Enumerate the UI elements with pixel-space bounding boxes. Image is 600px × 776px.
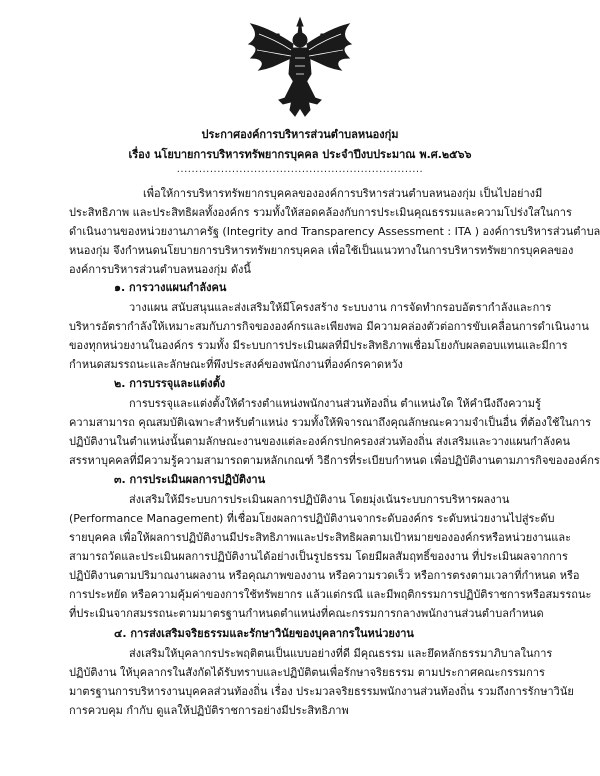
section-line: วางแผน สนับสนุนและส่งเสริมให้มีโครงสร้าง ระบบงาน การจัดทำกรอบอัตรากำลังและการ: [129, 301, 552, 314]
intro-line: ดำเนินงานของหน่วยงานภาครัฐ (Integrity and Transparency Assessment : ITA ) องค์การบริหารส่วนตำบล: [69, 225, 600, 238]
section-2-body: [69, 394, 600, 470]
section-4-title: ๔. การส่งเสริมจริยธรรมและรักษาวินัยของบุคลากรในหน่วยงาน: [114, 627, 414, 640]
section-line: ส่งเสริมให้มีระบบการประเมินผลการปฏิบัติงาน โดยมุ่งเน้นระบบการบริหารผลงาน: [129, 493, 510, 506]
section-line: ปฏิบัติงานในตำแหน่งนั้นตามลักษณะงานของแต่ละองค์กรปกครองส่วนท้องถิ่น ส่งเสริมและวางแผนกำลังคน: [69, 435, 570, 448]
section-line: สรรหาบุคคลที่มีความรู้ความสามารถตามหลักเกณฑ์ วิธีการที่ระเบียบกำหนด เพื่อปฏิบัติงานตามภารกิจขององค์กร: [69, 454, 600, 467]
announcement-title: ประกาศองค์การบริหารส่วนตำบลหนองกุ่ม: [201, 128, 399, 141]
section-3-body: [69, 490, 592, 623]
intro-line: เพื่อให้การบริหารทรัพยากรบุคคลขององค์การบริหารส่วนตำบลหนองกุ่ม เป็นไปอย่างมี: [143, 187, 543, 200]
section-line: (Performance Management) ที่เชื่อมโยงผลการปฏิบัติงานจากระดับองค์กร ระดับหน่วยงานไปสู่ระดับ: [69, 512, 555, 525]
section-line: ของทุกหน่วยงานในองค์กร รวมทั้ง มีระบบการประเมินผลที่มีประสิทธิภาพเชื่อมโยงกับผลตอบแทนและมีการ: [69, 339, 568, 352]
intro-paragraph: [69, 184, 600, 279]
garuda-emblem: [245, 14, 355, 120]
intro-line: หนองกุ่ม จึงกำหนดนโยบายการบริหารทรัพยากรบุคคล เพื่อใช้เป็นแนวทางในการบริหารทรัพยากรบุคคลของ: [69, 244, 574, 257]
separator-dots: ...................................................................: [176, 164, 424, 175]
section-1-body: [69, 298, 589, 374]
section-line: ส่งเสริมให้บุคลากรประพฤติตนเป็นแบบอย่างที่ดี มีคุณธรรม และยึดหลักธรรมาภิบาลในการ: [129, 647, 553, 660]
section-line: การควบคุม กำกับ ดูแลให้ปฏิบัติราชการอย่างมีประสิทธิภาพ: [69, 704, 349, 717]
section-line: ความสามารถ คุณสมบัติเฉพาะสำหรับตำแหน่ง รวมทั้งให้พิจารณาถึงคุณลักษณะความจำเป็นอื่น ที่ต้องใช้ในการ: [69, 416, 592, 429]
section-4-body: [69, 644, 574, 720]
section-line: การประหยัด หรือความคุ้มค่าของการใช้ทรัพยากร แล้วแต่กรณี และมีพฤติกรรมการปฏิบัติราชการหรือสมรรถนะ: [69, 588, 592, 601]
section-line: ปฏิบัติงานตามปริมาณงานผลงาน หรือคุณภาพของงาน หรือความรวดเร็ว หรือการตรงตามเวลาที่กำหนด หรือ: [69, 569, 580, 582]
section-line: รายบุคคล เพื่อให้ผลการปฏิบัติงานมีประสิทธิภาพและประสิทธิผลตามเป้าหมายขององค์กรหรือหน่วยงานและ: [69, 531, 571, 544]
section-3-title: ๓. การประเมินผลการปฏิบัติงาน: [114, 473, 266, 486]
section-line: กำหนดสมรรถนะและลักษณะที่พึงประสงค์ของพนักงานที่องค์กรคาดหวัง: [69, 358, 403, 371]
section-line: มาตรฐานการบริหารงานบุคคลส่วนท้องถิ่น เรื่อง ประมวลจริยธรรมพนักงานส่วนท้องถิ่น รวมถึงการรักษาวินัย: [69, 685, 574, 698]
section-line: การบรรจุและแต่งตั้งให้ดำรงตำแหน่งพนักงานส่วนท้องถิ่น ตำแหน่งใด ให้คำนึงถึงความรู้: [129, 397, 541, 410]
section-line: สามารถวัดและประเมินผลการปฏิบัติงานได้อย่างเป็นรูปธรรม โดยมีผลสัมฤทธิ์ของงาน ที่ประเมินผลจากการ: [69, 550, 568, 563]
intro-line: องค์การบริหารส่วนตำบลหนองกุ่ม ดังนี้: [69, 263, 251, 276]
section-1-title: ๑. การวางแผนกำลังคน: [114, 281, 227, 294]
section-2-title: ๒. การบรรจุและแต่งตั้ง: [114, 377, 226, 390]
section-line: ที่ประเมินจากสมรรถนะตามมาตรฐานกำหนดตำแหน่งที่คณะกรรมการกลางพนักงานส่วนตำบลกำหนด: [69, 607, 544, 620]
intro-line: ประสิทธิภาพ และประสิทธิผลทั้งองค์กร รวมทั้งให้สอดคล้องกับการประเมินคุณธรรมและความโปร่งใสในการ: [69, 206, 572, 219]
announcement-subject: เรื่อง นโยบายการบริหารทรัพยากรบุคคล ประจำปีงบประมาณ พ.ศ.๒๕๖๖: [128, 148, 472, 161]
section-line: บริหารอัตรากำลังให้เหมาะสมกับภารกิจขององค์กรและเพียงพอ มีความคล่องตัวต่อการขับเคลื่อนการดำเนินงาน: [69, 320, 589, 333]
section-line: ปฏิบัติงาน ให้บุคลากรในสังกัดได้รับทราบและปฏิบัติตนเพื่อรักษาจริยธรรม ตามประกาศคณะกรรมการ: [69, 666, 545, 679]
